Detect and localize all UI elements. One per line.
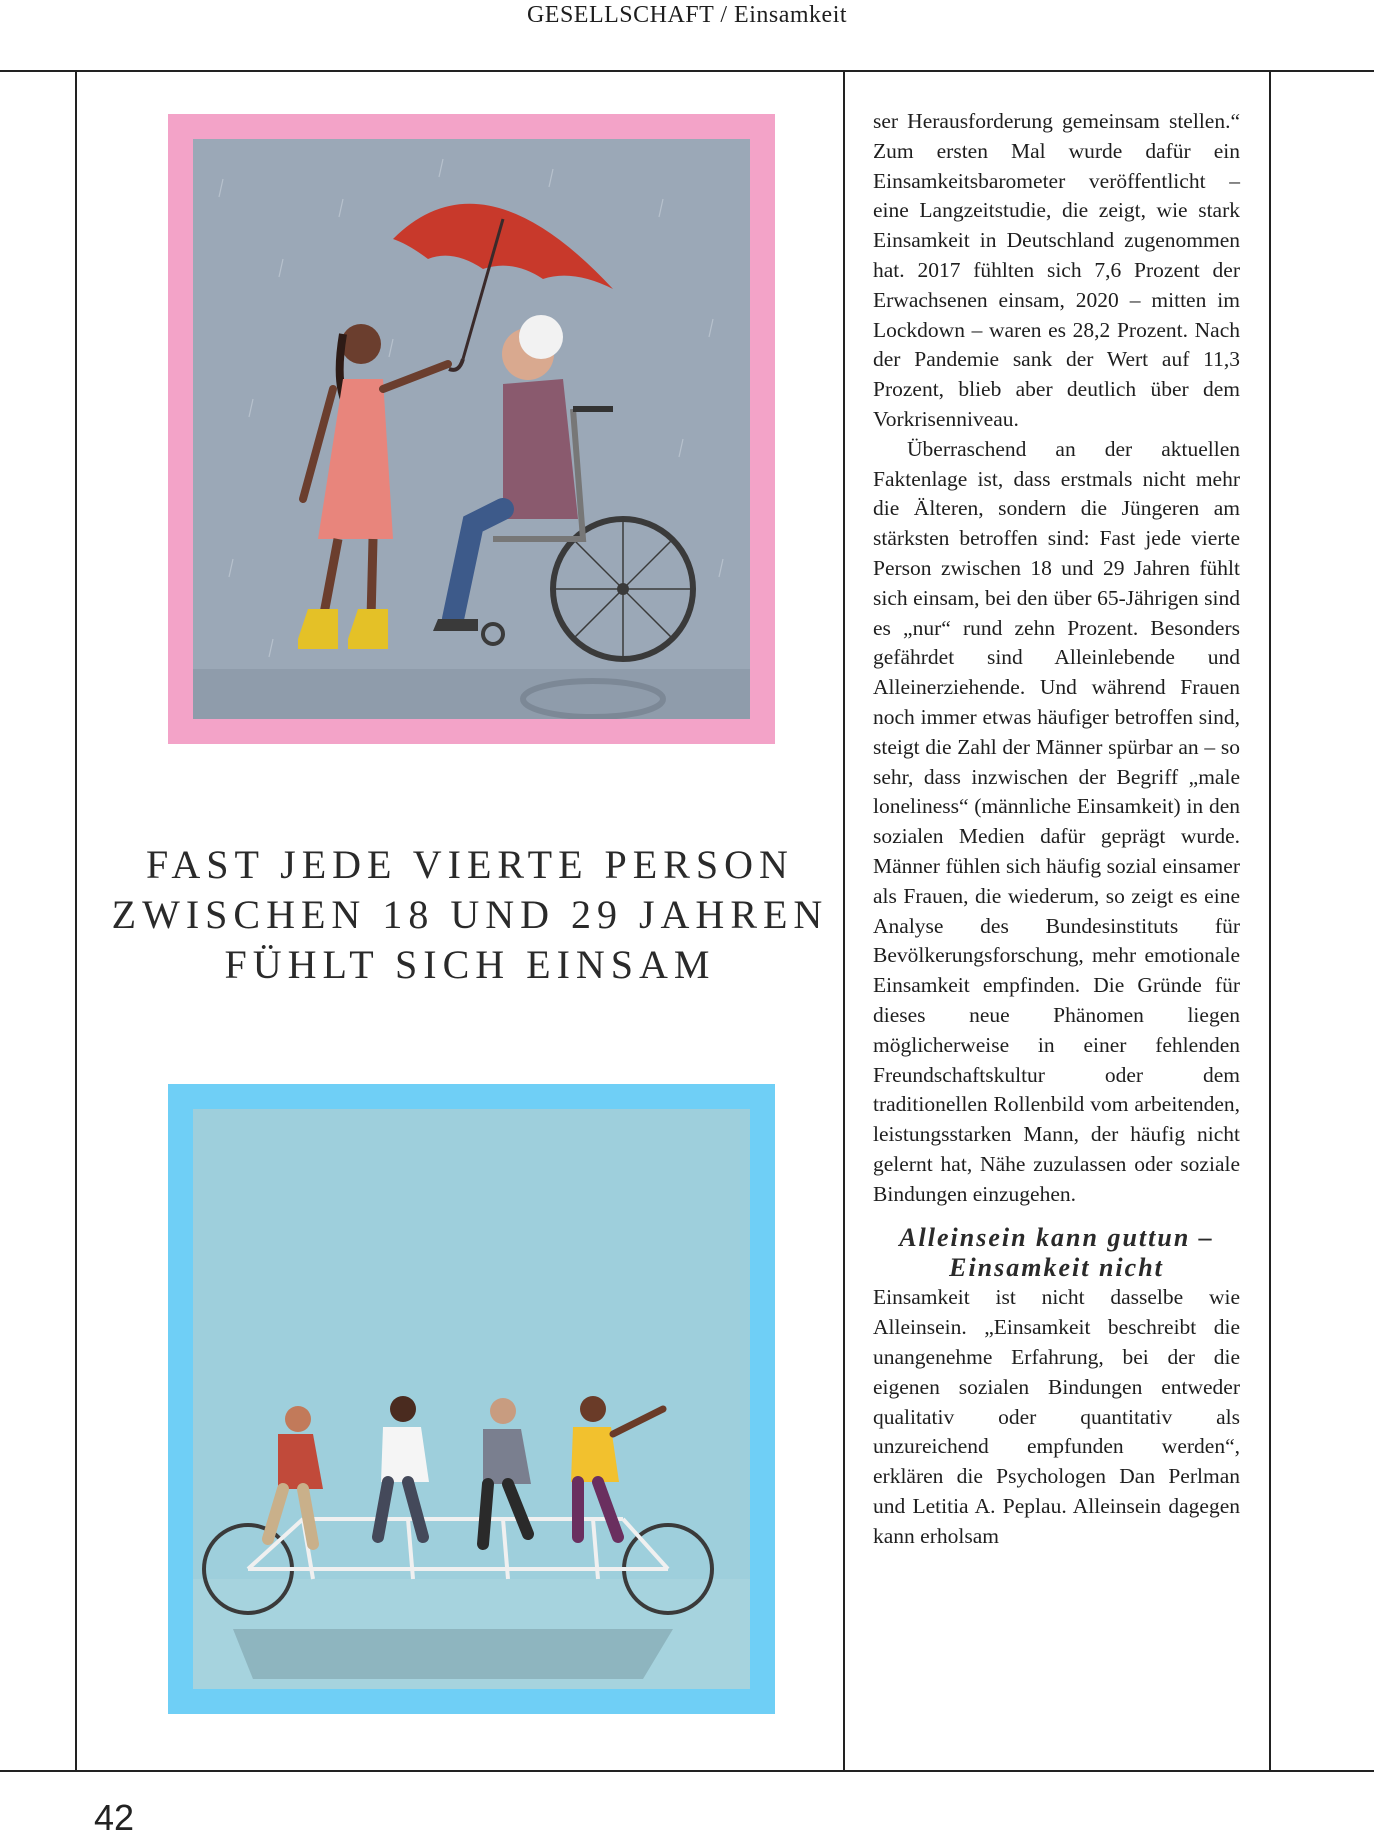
top-rule — [0, 70, 1374, 72]
pull-quote-line-1: FAST JEDE VIERTE PERSON — [146, 842, 794, 887]
pull-quote-line-2: ZWISCHEN 18 UND 29 JAHREN — [111, 892, 829, 937]
bottom-rule — [0, 1770, 1374, 1772]
article-body — [873, 107, 1240, 1552]
pull-quote-line-3: FÜHLT SICH EINSAM — [224, 942, 716, 987]
pull-quote — [110, 840, 830, 990]
article-subheading — [873, 1223, 1240, 1283]
page-number: 42 — [94, 1797, 135, 1838]
left-column-rule — [75, 70, 77, 1772]
article-paragraph-1: ser Herausforderung gemeinsam stellen.“ Zum ersten Mal wurde dafür ein Einsamkeitsbarometer veröffentlicht – eine Langzeitstudie, die zeigt, wie stark Einsamkeit in Deutschland zugenommen hat. 2017 fühlten sich 7,6 Prozent der Erwachsenen einsam, 2020 – mitten im Lockdown – waren es 28,2 Prozent. Nach der Pandemie sank der Wert auf 11,3 Prozent, blieb aber deutlich über dem Vorkrisenniveau. — [873, 109, 1240, 431]
subheading-line-2: Einsamkeit nicht — [949, 1253, 1164, 1283]
illustration-umbrella-wheelchair — [193, 139, 750, 719]
right-column-rule — [1269, 70, 1271, 1772]
article-paragraph-2: Überraschend an der aktuellen Faktenlage ist, dass erstmals nicht mehr die Älteren, sondern die Jüngeren am stärksten betroffen sind: Fast jede vierte Person zwischen 18 und 29 Jahren fühlt sich einsam, bei den über 65-Jährigen sind es „nur“ rund zehn Prozent. Besonders gefährdet sind Alleinlebende und Alleinerziehende. Und während Frauen noch immer etwas häufiger betroffen sind, steigt die Zahl der Männer spürbar an – so sehr, dass inzwischen der Begriff „male loneliness“ (männliche Einsamkeit) in den sozialen Medien dafür geprägt wurde. Männer fühlen sich häufig sozial einsamer als Frauen, die wiederum, so zeigt es eine Analyse des Bundesinstituts für Bevölkerungsforschung, mehr emotionale Einsamkeit empfinden. Die Gründe für dieses neue Phänomen liegen möglicherweise in einer fehlenden Freundschaftskultur oder dem traditionellen Rollenbild vom arbeitenden, leistungsstarken Mann, der häufig nicht gelernt hat, Nähe zuzulassen oder soziale Bindungen einzugehen. — [873, 436, 1240, 1206]
subheading-line-1: Alleinsein kann guttun – — [899, 1223, 1214, 1253]
article-paragraph-3: Einsamkeit ist nicht dasselbe wie Alleinsein. „Einsamkeit beschreibt die unangenehme Erfahrung, bei der die eigenen sozialen Bindungen entweder qualitativ oder quantitativ als unzureichend empfunden werden“, erklären die Psychologen Dan Perlman und Letitia A. Peplau. Alleinsein dagegen kann erholsam — [873, 1285, 1240, 1548]
running-header: GESELLSCHAFT / Einsamkeit — [526, 2, 848, 28]
illustration-umbrella-frame — [168, 114, 775, 744]
center-column-rule — [843, 70, 845, 1772]
illustration-tandem-bicycle — [193, 1109, 750, 1689]
illustration-tandem-frame — [168, 1084, 775, 1714]
